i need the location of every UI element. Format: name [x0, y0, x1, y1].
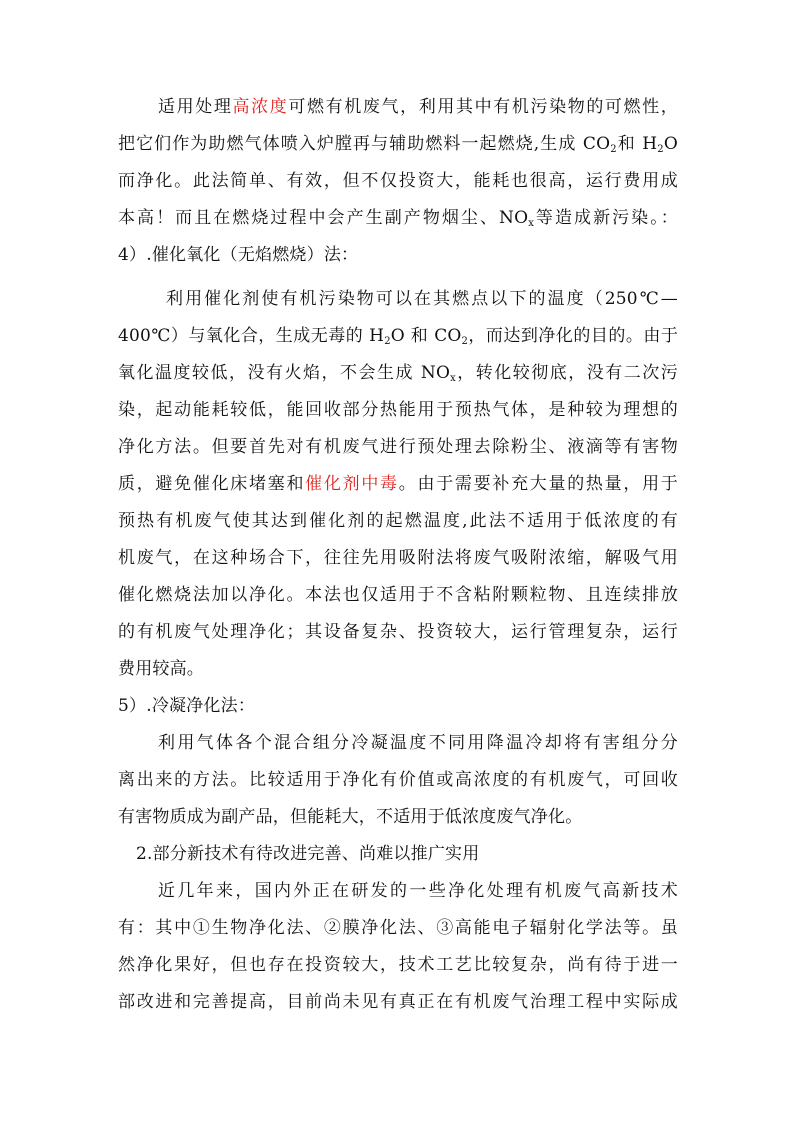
- paragraph-line: 而净化。此法简单、有效，但不仅投资大，能耗也很高，运行费用成: [118, 171, 678, 191]
- paragraph-line: 利用催化剂使有机污染物可以在其燃点以下的温度（250℃—: [166, 289, 678, 309]
- paragraph-line: 离出来的方法。比较适用于净化有价值或高浓度的有机废气，可回收: [118, 770, 678, 790]
- text-span: 氧化温度较低，没有火焰，不会生成 NO: [118, 363, 451, 383]
- text-span: 。由于需要补充大量的热量，用于: [398, 474, 679, 494]
- paragraph-line: 催化燃烧法加以净化。本法也仅适用于不含粘附颗粒物、且连续排放: [118, 585, 678, 605]
- paragraph-line: 净化方法。但要首先对有机废气进行预处理去除粉尘、液滴等有害物: [118, 437, 678, 457]
- text-span: 400℃）与氧化合，生成无毒的 H: [118, 326, 385, 346]
- subscript: x: [450, 373, 456, 384]
- paragraph-line: 近几年来，国内外正在研发的一些净化处理有机废气高新技术: [158, 881, 678, 901]
- paragraph-line: [118, 129, 678, 159]
- paragraph-line: [158, 92, 678, 122]
- paragraph-line: 预热有机废气使其达到催化剂的起燃温度,此法不适用于低浓度的有: [118, 511, 678, 531]
- text-span: ，转化较彻底，没有二次污: [455, 363, 678, 383]
- highlighted-term: 催化剂中毒: [305, 474, 399, 494]
- subscript: x: [528, 218, 535, 229]
- highlighted-term: 高浓度: [232, 97, 289, 117]
- section-heading: 5）.冷凝净化法：: [118, 696, 256, 716]
- paragraph-line: 机废气，在这种场合下，往往先用吸附法将废气吸附浓缩，解吸气用: [118, 548, 678, 568]
- paragraph-line: [118, 321, 678, 351]
- section-heading: 2.部分新技术有待改进完善、尚难以推广实用: [136, 844, 480, 864]
- text-span: 可燃有机废气，利用其中有机污染物的可燃性，: [288, 97, 678, 117]
- paragraph-line: 利用气体各个混合组分冷凝温度不同用降温冷却将有害组分分: [158, 733, 678, 753]
- subscript: 2: [657, 144, 664, 155]
- paragraph-line: [118, 469, 678, 499]
- text-span: 适用处理: [158, 97, 233, 117]
- text-span: 等造成新污染。：: [534, 208, 678, 228]
- text-span: O: [663, 134, 678, 154]
- subscript: 2: [610, 144, 617, 155]
- text-span: 和 H: [616, 134, 658, 154]
- paragraph-line: 有：其中①生物净化法、②膜净化法、③高能电子辐射化学法等。虽: [118, 918, 678, 938]
- text-span: 把它们作为助燃气体喷入炉膛再与辅助燃料一起燃烧,生成 CO: [118, 134, 611, 154]
- subscript: 2: [461, 336, 469, 347]
- paragraph-line: 部改进和完善提高，目前尚未见有真正在有机废气治理工程中实际成: [118, 992, 678, 1012]
- section-heading: 4）.催化氧化（无焰燃烧）法：: [118, 245, 359, 265]
- text-span: 质，避免催化床堵塞和: [118, 474, 306, 494]
- text-span: O 和 CO: [390, 326, 462, 346]
- subscript: 2: [384, 336, 391, 347]
- text-span: 本高！而且在燃烧过程中会产生副产物烟尘、NO: [118, 208, 529, 228]
- paragraph-line: [118, 203, 678, 233]
- paragraph-line: 染，起动能耗较低，能回收部分热能用于预热气体，是种较为理想的: [118, 400, 678, 420]
- paragraph-line: 有害物质成为副产品，但能耗大，不适用于低浓度废气净化。: [118, 807, 583, 827]
- text-span: ，而达到净化的目的。由于: [468, 326, 679, 346]
- paragraph-line: [118, 358, 678, 388]
- paragraph-line: 的有机废气处理净化；其设备复杂、投资较大，运行管理复杂，运行: [118, 622, 678, 642]
- paragraph-line: 费用较高。: [118, 659, 204, 679]
- paragraph-line: 然净化果好，但也存在投资较大，技术工艺比较复杂，尚有待于进一: [118, 955, 678, 975]
